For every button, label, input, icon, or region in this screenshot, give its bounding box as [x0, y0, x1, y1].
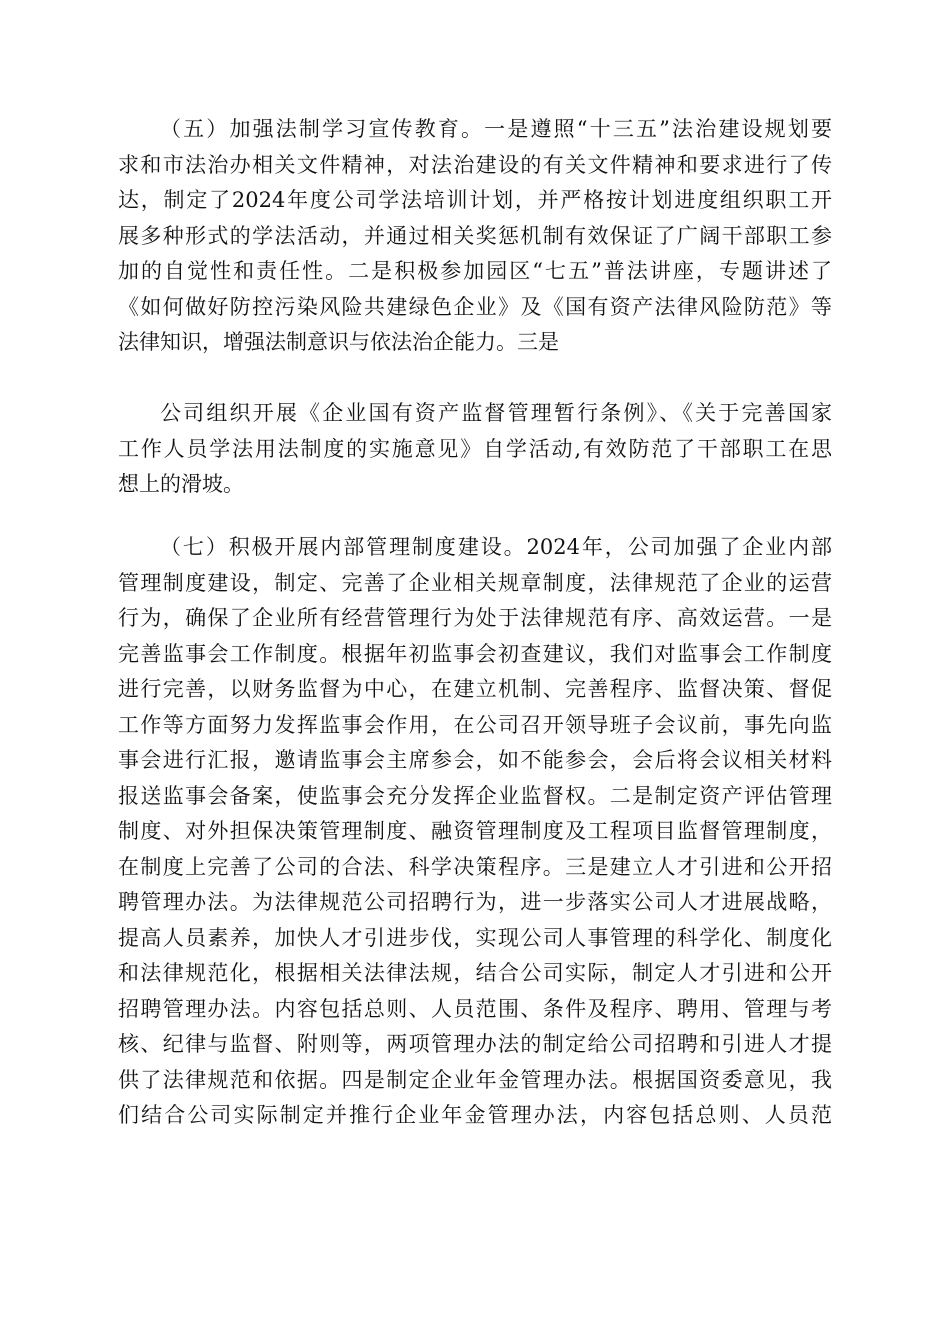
text-line: 制度、对外担保决策管理制度、融资管理制度及工程项目监督管理制度，	[118, 819, 832, 843]
text-line: 和法律规范化，根据相关法律法规，结合公司实际，制定人才引进和公开	[118, 961, 832, 985]
text-line: 求和市法治办相关文件精神，对法治建设的有关文件精神和要求进行了传	[118, 152, 832, 177]
text-line: 提高人员素养，加快人才引进步伐，实现公司人事管理的科学化、制度化	[118, 925, 832, 950]
text-line: 进行完善，以财务监督为中心，在建立机制、完善程序、监督决策、督促	[118, 677, 832, 701]
text-line: 管理制度建设，制定、完善了企业相关规章制度，法律规范了企业的运营	[118, 570, 832, 595]
text-line: 展多种形式的学法活动，并通过相关奖惩机制有效保证了广阔干部职工参	[118, 223, 832, 248]
text-line: 聘管理办法。为法律规范公司招聘行为，进一步落实公司人才进展战略，	[118, 890, 832, 914]
text-line: 《如何做好防控污染风险共建绿色企业》及《国有资产法律风险防范》等	[118, 294, 832, 319]
text-line: 报送监事会备案，使监事会充分发挥企业监督权。二是制定资产评估管理	[118, 783, 832, 808]
text-line: 核、纪律与监督、附则等，两项管理办法的制定给公司招聘和引进人才提	[118, 1032, 832, 1056]
paragraph-self-study	[118, 396, 832, 503]
text-line: 供了法律规范和依据。四是制定企业年金管理办法。根据国资委意见，我	[118, 1067, 832, 1092]
text-line: 在制度上完善了公司的合法、科学决策程序。三是建立人才引进和公开招	[118, 854, 832, 879]
text-line: 工作人员学法用法制度的实施意见》自学活动,有效防范了干部职工在思	[118, 436, 832, 461]
text-line: 公司组织开展《企业国有资产监督管理暂行条例》、《关于完善国家	[160, 401, 832, 425]
text-line: 加的自觉性和责任性。二是积极参加园区“七五”普法讲座，专题讲述了	[118, 259, 832, 283]
paragraph-internal-management	[118, 530, 832, 1134]
text-line: 法律知识，增强法制意识与依法治企能力。三是	[118, 330, 559, 354]
text-line: 们结合公司实际制定并推行企业年金管理办法，内容包括总则、人员范	[118, 1103, 832, 1127]
text-line: 想上的滑坡。	[118, 472, 244, 496]
text-line: 达，制定了2024年度公司学法培训计划，并严格按计划进度组织职工开	[118, 188, 832, 212]
text-line: （七）积极开展内部管理制度建设。2024年，公司加强了企业内部	[160, 535, 832, 559]
text-line: 事会进行汇报，邀请监事会主席参会，如不能参会，会后将会议相关材料	[118, 748, 832, 772]
text-line: 工作等方面努力发挥监事会作用，在公司召开领导班子会议前，事先向监	[118, 712, 832, 737]
paragraph-legal-education	[118, 112, 832, 361]
text-line: （五）加强法制学习宣传教育。一是遵照“十三五”法治建设规划要	[160, 117, 832, 141]
text-line: 完善监事会工作制度。根据年初监事会初查建议，我们对监事会工作制度	[118, 641, 832, 666]
text-line: 招聘管理办法。内容包括总则、人员范围、条件及程序、聘用、管理与考	[118, 996, 832, 1021]
text-line: 行为，确保了企业所有经营管理行为处于法律规范有序、高效运营。一是	[118, 606, 832, 630]
